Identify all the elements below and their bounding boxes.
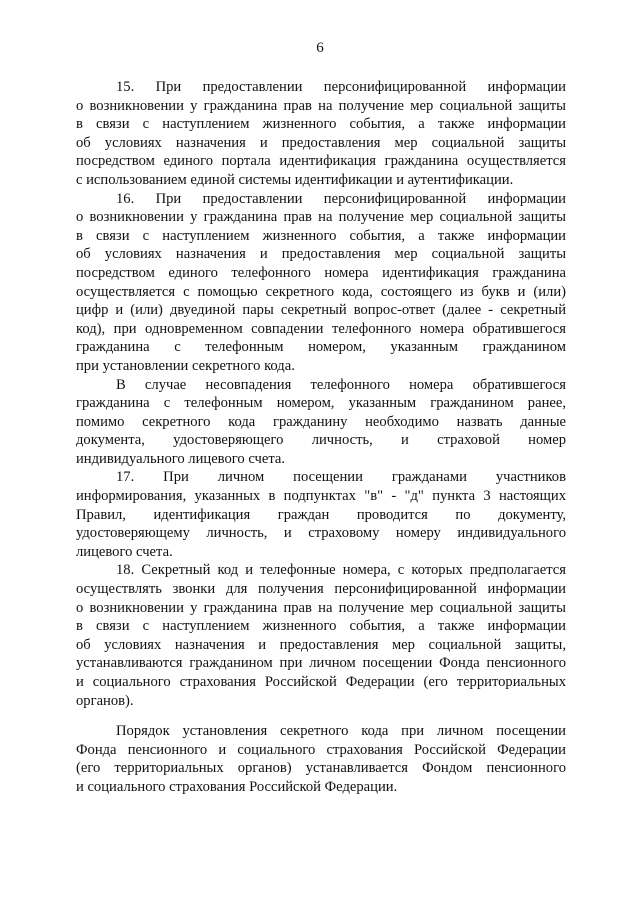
text-line: о возникновении у гражданина прав на получение мер социальной защиты [76, 97, 566, 114]
document-body [76, 78, 566, 797]
text-line: об условиях назначения и предоставления мер социальной защиты [76, 246, 566, 263]
paragraph-15 [76, 78, 566, 190]
text-line: код), при одновременном совпадении телефонного номера обратившегося [76, 320, 566, 337]
text-line: 15. При предоставлении персонифицированной информации [116, 79, 566, 95]
text-line: информирования, указанных в подпунктах "в" - "д" пункта 3 настоящих [76, 488, 566, 505]
text-line: Фонда пенсионного и социального страхования Российской Федерации [76, 741, 566, 758]
text-line: о возникновении у гражданина прав на получение мер социальной защиты [76, 209, 566, 226]
text-line: лицевого счета. [76, 543, 173, 560]
text-line: осуществляется с помощью секретного кода, состоящего из букв и (или) [76, 283, 566, 300]
text-line: о возникновении у гражданина прав на получение мер социальной защиты [76, 599, 566, 616]
text-line: и социального страхования Российской Федерации. [76, 778, 398, 795]
text-line: в связи с наступлением жизненного события, а также информации [76, 116, 566, 133]
paragraph-spacer [76, 710, 566, 722]
text-line: посредством единого портала идентификация гражданина осуществляется [76, 153, 566, 170]
text-line: устанавливаются гражданином при личном посещении Фонда пенсионного [76, 655, 566, 672]
text-line: 18. Секретный код и телефонные номера, с которых предполагается [116, 562, 566, 579]
text-line: гражданина с телефонным номером, указанным гражданином [76, 339, 566, 356]
text-line: цифр и (или) двуединой пары секретный вопрос-ответ (далее - секретный [76, 302, 566, 319]
paragraph-18 [76, 561, 566, 710]
text-line: посредством единого телефонного номера идентификация гражданина [76, 264, 566, 281]
text-line: с использованием единой системы идентификации и аутентификации. [76, 171, 514, 188]
paragraph-secret-code-procedure [76, 722, 566, 796]
text-line: Правил, идентификация граждан проводится по документу, [76, 506, 566, 523]
page-number: 6 [316, 40, 324, 56]
text-line: (его территориальных органов) устанавливается Фондом пенсионного [76, 760, 566, 777]
text-line: Порядок установления секретного кода при личном посещении [116, 723, 566, 740]
text-line: органов). [76, 692, 134, 709]
text-line: в связи с наступлением жизненного события, а также информации [76, 227, 566, 244]
text-line: документа, удостоверяющего личность, и страховой номер [76, 432, 566, 449]
paragraph-16 [76, 190, 566, 376]
text-line: об условиях назначения и предоставления мер социальной защиты, [76, 636, 566, 653]
paragraph-16-addendum [76, 376, 566, 469]
text-line: удостоверяющему личность, и страховому номеру индивидуального [76, 525, 566, 542]
text-line: и социального страхования Российской Федерации (его территориальных [76, 674, 566, 690]
text-line: помимо секретного кода гражданину необходимо назвать данные [76, 413, 566, 430]
text-line: 16. При предоставлении персонифицированной информации [116, 190, 566, 207]
text-line: В случае несовпадения телефонного номера обратившегося [116, 376, 566, 393]
text-line: об условиях назначения и предоставления мер социальной защиты [76, 134, 566, 151]
text-line: в связи с наступлением жизненного события, а также информации [76, 618, 566, 635]
paragraph-17 [76, 468, 566, 561]
text-line: осуществлять звонки для получения персонифицированной информации [76, 581, 566, 598]
text-line: индивидуального лицевого счета. [76, 450, 286, 467]
text-line: гражданина с телефонным номером, указанным гражданином ранее, [76, 395, 566, 412]
text-line: при установлении секретного кода. [76, 357, 295, 374]
text-line: 17. При личном посещении гражданами участников [116, 469, 566, 486]
